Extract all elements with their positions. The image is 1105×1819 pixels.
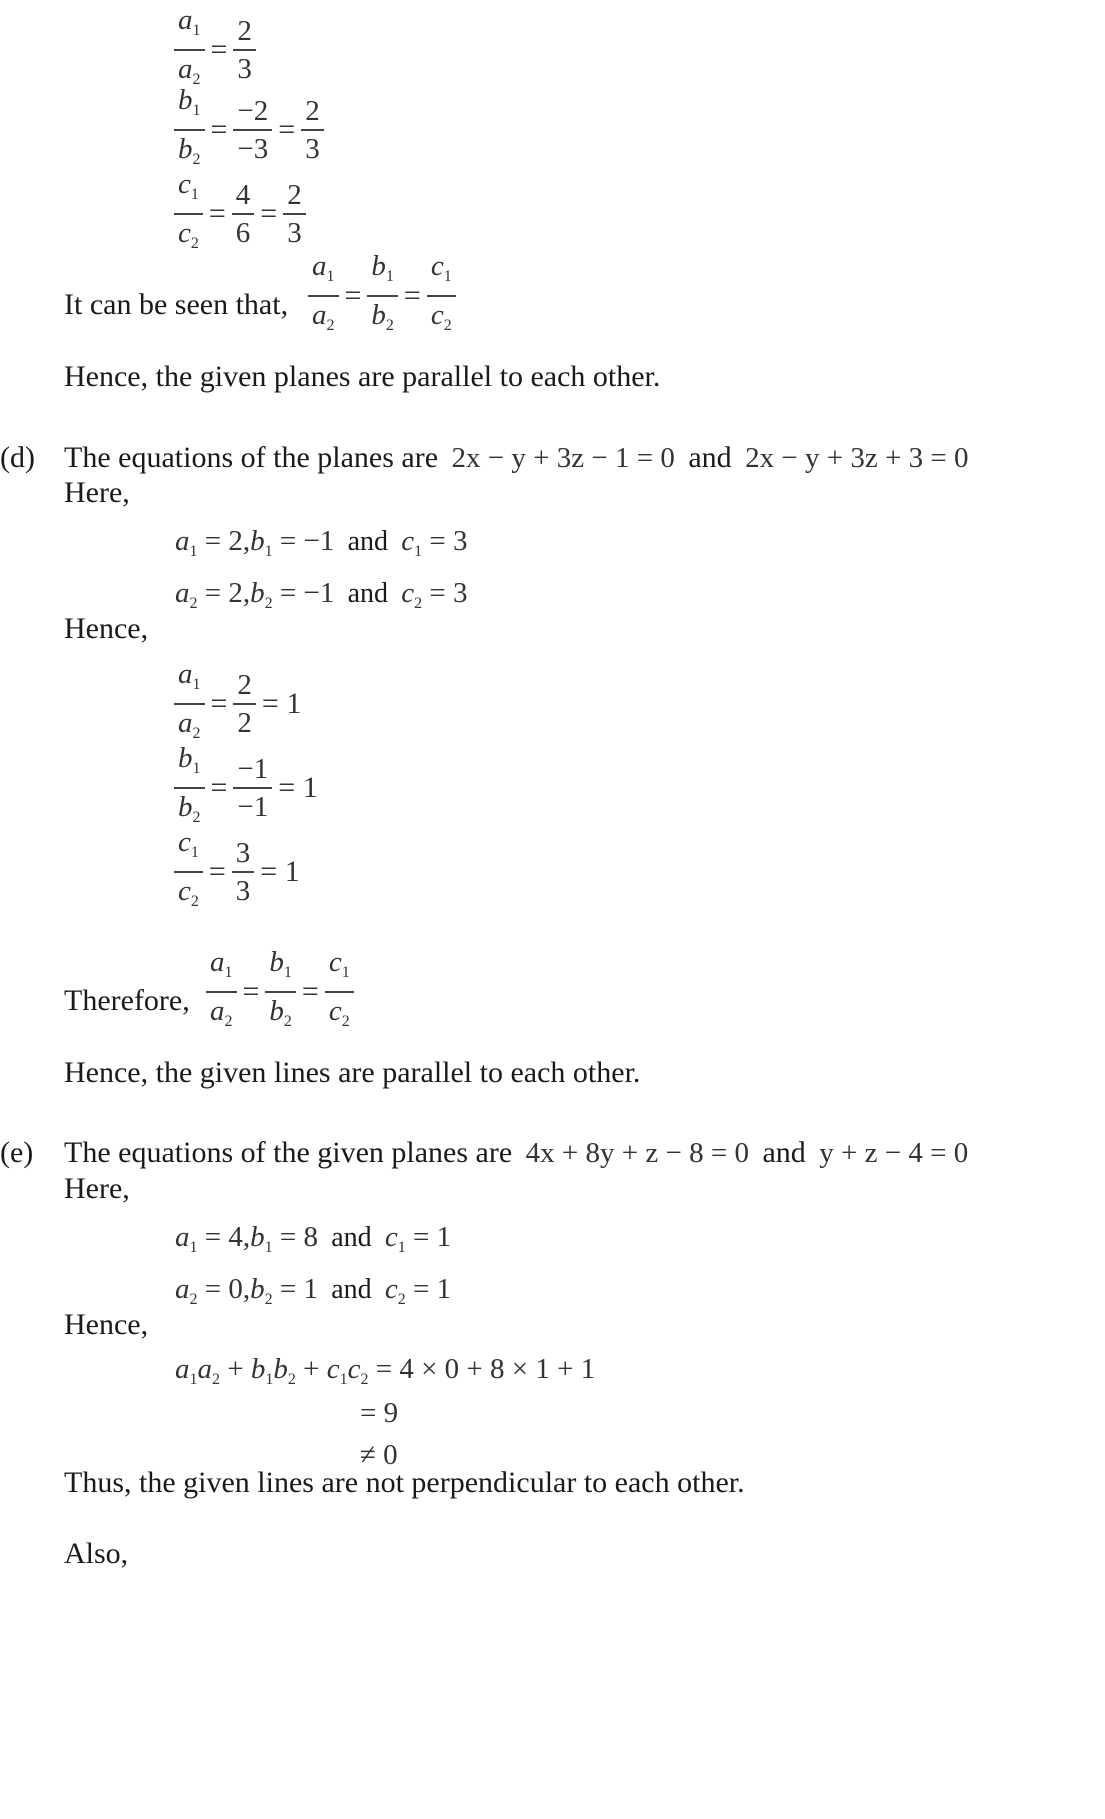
seen-text: It can be seen that, xyxy=(64,288,289,321)
ratio-c-d: $\frac{c_1}{c_2}$ = $\frac{3}{3}$ = 1 xyxy=(172,824,304,920)
ratio-a-d: $\frac{a_1}{a_2}$ = $\frac{2}{2}$ = 1 xyxy=(172,656,305,752)
conclusion-c: Hence, the given planes are parallel to each other. xyxy=(64,360,661,393)
ratio-a: $\frac{a_1}{a_2}$ = $\frac{2}{3}$ xyxy=(172,2,258,98)
dot-product-e: $a_1a_2 + b_1b_2 + c_1c_2 = 4 \times 0 + 8 \times 1 + 1$ xyxy=(175,1353,596,1388)
label-e: (e) xyxy=(0,1136,34,1169)
here-d: Here, xyxy=(64,476,130,509)
equal-ratios-c: $\frac{a_1}{a_2}$ = $\frac{b_1}{b_2}$ = $\frac{c_1}{c_2}$ xyxy=(306,248,458,344)
therefore-d: Therefore, xyxy=(64,984,190,1017)
ratio-b-d: $\frac{b_1}{b_2}$ = $\frac{-1}{-1}$ = 1 xyxy=(172,740,322,836)
coef2-d: $a_2 = 2,b_2 = -1$ and $c_2 = 3$ xyxy=(175,577,468,612)
coef1-e: $a_1 = 4,b_1 = 8$ and $c_1 = 1$ xyxy=(175,1221,452,1256)
dot-nonzero-e: ≠ 0 xyxy=(360,1439,398,1471)
coef2-e: $a_2 = 0,b_2 = 1$ and $c_2 = 1$ xyxy=(175,1273,452,1308)
also-e: Also, xyxy=(64,1537,129,1570)
hence-e: Hence, xyxy=(64,1308,149,1341)
conclusion-d: Hence, the given lines are parallel to each other. xyxy=(64,1056,641,1089)
dot-result-e: = 9 xyxy=(360,1397,399,1429)
here-e: Here, xyxy=(64,1172,130,1205)
ratio-b: $\frac{b_1}{b_2}$ = $\frac{-2}{-3}$ = $\frac{2}{3}$ xyxy=(172,82,326,178)
equal-ratios-d: $\frac{a_1}{a_2}$ = $\frac{b_1}{b_2}$ = $\frac{c_1}{c_2}$ xyxy=(204,944,356,1040)
intro-d: The equations of the planes are 2x − y + 3z − 1 = 0 and 2x − y + 3z + 3 = 0 xyxy=(64,441,969,474)
hence-d: Hence, xyxy=(64,612,149,645)
conclusion-e: Thus, the given lines are not perpendicular to each other. xyxy=(64,1466,745,1499)
intro-e: The equations of the given planes are 4x + 8y + z − 8 = 0 and y + z − 4 = 0 xyxy=(64,1136,969,1169)
coef1-d: $a_1 = 2,b_1 = -1$ and $c_1 = 3$ xyxy=(175,525,468,560)
ratio-c: $\frac{c_1}{c_2}$ = $\frac{4}{6}$ = $\frac{2}{3}$ xyxy=(172,166,308,262)
label-d: (d) xyxy=(0,441,35,474)
